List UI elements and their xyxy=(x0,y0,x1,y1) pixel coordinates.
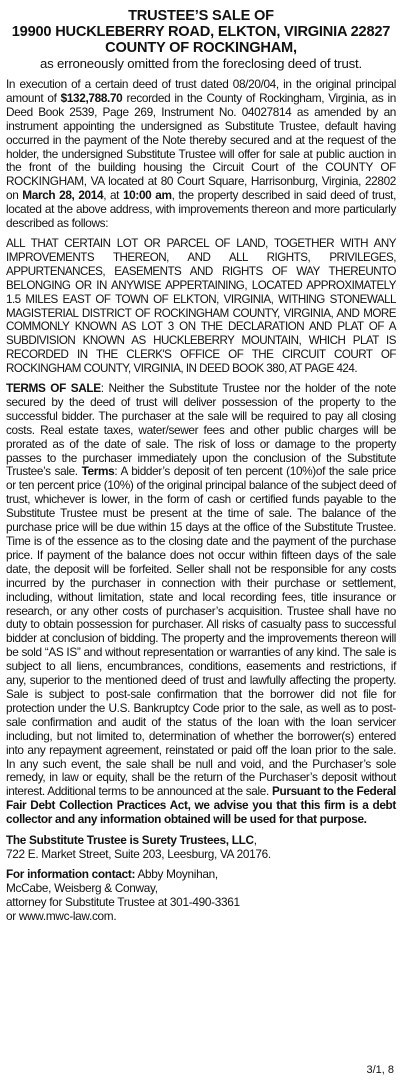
contact-attorney: attorney for Substitute Trustee at 301-490-3361 xyxy=(6,895,240,910)
fdcpa-notice: Pursuant to the Federal Fair Debt Collection Practices Act, we advise you that this firm is a debt collector and any information obtained will be used for that purpose. xyxy=(6,784,396,827)
notice-subtitle: as erroneously omitted from the foreclosing deed of trust. xyxy=(40,56,362,71)
contact-label: For information contact: xyxy=(6,867,136,882)
contact-block xyxy=(6,867,396,923)
terms-label: TERMS OF SALE xyxy=(6,381,101,396)
trustee-block: The Substitute Trustee is Surety Trustees, LLC, 722 E. Market Street, Suite 203, Leesburg, VA 20176. xyxy=(6,833,396,861)
contact-name: Abby Moynihan, xyxy=(135,867,218,882)
principal-amount: $132,788.70 xyxy=(60,90,123,105)
terms-text-b: : A bidder’s deposit of ten percent (10%)of the sale price or ten percent price (10%) of the original principal balance of the subject deed of trust, whichever is lower, in the form of cash or certified funds payable to the Substitute Trustee must be present at the time of sale. The balance of the purchase price will be due within 15 days at the office of the Substitute Trustee. Time is of the essence as to the closing date and the payment of the purchase price. If payment of the balance does not occur within fifteen days of the sale date, the deposit will be forfeited. Seller shall not be responsible for any costs incurred by the purchaser in connection with their purchase or settlement, including, without limitation, state and local recording fees, title insurance or research, or any other costs of purchaser’s acquisition. Trustee shall have no duty to obtain possession for purchaser. All risks of casualty pass to successful bidder at conclusion of bidding. The property and the improvements thereon will be sold “AS IS” and without representation or warranties of any kind. The sale is subject to all liens, encumbrances, conditions, easements and restrictions, if any, superior to the mentioned deed of trust and lawfully affecting the property. Sale is subject to post-sale confirmation that the borrower did not file for protection under the U.S. Bankruptcy Code prior to the sale, as well as to post-sale confirmation and audit of the status of the loan with the loan servicer including, but not limited to, determination of whether the borrower(s) entered into any repayment agreement, reinstated or paid off the loan prior to the sale. In any such event, the sale shall be null and void, and the Purchaser’s sole remedy, in law or equity, shall be the return of the Purchaser’s deposit without interest. Additional terms to be announced at the sale. xyxy=(6,464,396,799)
sale-text-b: recorded in the County of Rockingham, Virginia, as in Deed Book 2539, Page 269, Instrument No. 04027814 as amended by an instrument appointing the undersigned as Substitute Trustee, default having occurred in the payment of the Note thereby secured and at the request of the holder, the undersigned Substitute Trustee will offer for sale at public auction in the front of the building housing the Circuit Court of the COUNTY OF ROCKINGHAM, VA located at 80 Court Square, Harrisonburg, Virginia, 22802 on xyxy=(6,90,396,203)
sale-text-d: , the property described in said deed of trust, located at the above address, with improvements thereon and more particularly described as follows: xyxy=(6,188,397,231)
sale-paragraph xyxy=(6,78,396,231)
trustee-address: 722 E. Market Street, Suite 203, Leesburg, VA 20176. xyxy=(6,847,271,862)
legal-description: ALL THAT CERTAIN LOT OR PARCEL OF LAND, TOGETHER WITH ANY IMPROVEMENTS THEREON, AND ALL RIGHTS, PRIVILEGES, APPURTENANCES, EASEMENTS AND RIGHTS OF WAY THEREUNTO BELONGING OR IN ANYWISE APPERTAINING, LOCATED APPROXIMATELY 1.5 MILES EAST OF TOWN OF ELKTON, VIRGINIA, WITHING STONEWALL MAGISTERIAL DISTRICT OF ROCKINGHAM COUNTY, VIRGINIA, AND MORE COMMONLY KNOWN AS LOT 3 ON THE DECLARATION AND PLAT OF A SUBDIVISION KNOWN AS HUCKLEBERRY MOUNTAIN, WHICH PLAT IS RECORDED IN THE CLERK'S OFFICE OF THE CIRCUIT COURT OF ROCKINGHAM COUNTY, VIRGINIA, IN DEED BOOK 380, AT PAGE 424. xyxy=(6,236,396,376)
terms-label-2: Terms xyxy=(81,464,115,479)
publication-dates: 3/1, 8 xyxy=(366,1064,394,1076)
sale-text-c: , at xyxy=(103,188,123,203)
terms-paragraph xyxy=(6,382,396,827)
notice-title: TRUSTEE’S SALE OF xyxy=(128,8,274,24)
terms-text-a: : Neither the Substitute Trustee nor the holder of the note secured by the deed of trust will deliver possession of the property to the successful bidder. The purchaser at the sale will be required to pay all closing costs. Real estate taxes, water/sewer fees and other public charges will be prorated as of the date of sale. The risk of loss or damage to the property passes to the purchaser immediately upon the conclusion of the Substitute Trustee’s sale. xyxy=(6,381,397,479)
property-address: 19900 HUCKLEBERRY ROAD, ELKTON, VIRGINIA 22827 xyxy=(11,24,391,40)
sale-date: March 28, 2014 xyxy=(22,188,104,203)
sale-text-a: In execution of a certain deed of trust dated 08/20/04, in the original principal amount of xyxy=(6,77,396,105)
county-line: COUNTY OF ROCKINGHAM, xyxy=(105,40,297,56)
sale-time: 10:00 am xyxy=(122,188,172,203)
contact-website: or www.mwc-law.com. xyxy=(6,909,117,924)
contact-firm: McCabe, Weisberg & Conway, xyxy=(6,881,158,896)
trustee-name: The Substitute Trustee is Surety Trustees, LLC xyxy=(6,833,254,848)
